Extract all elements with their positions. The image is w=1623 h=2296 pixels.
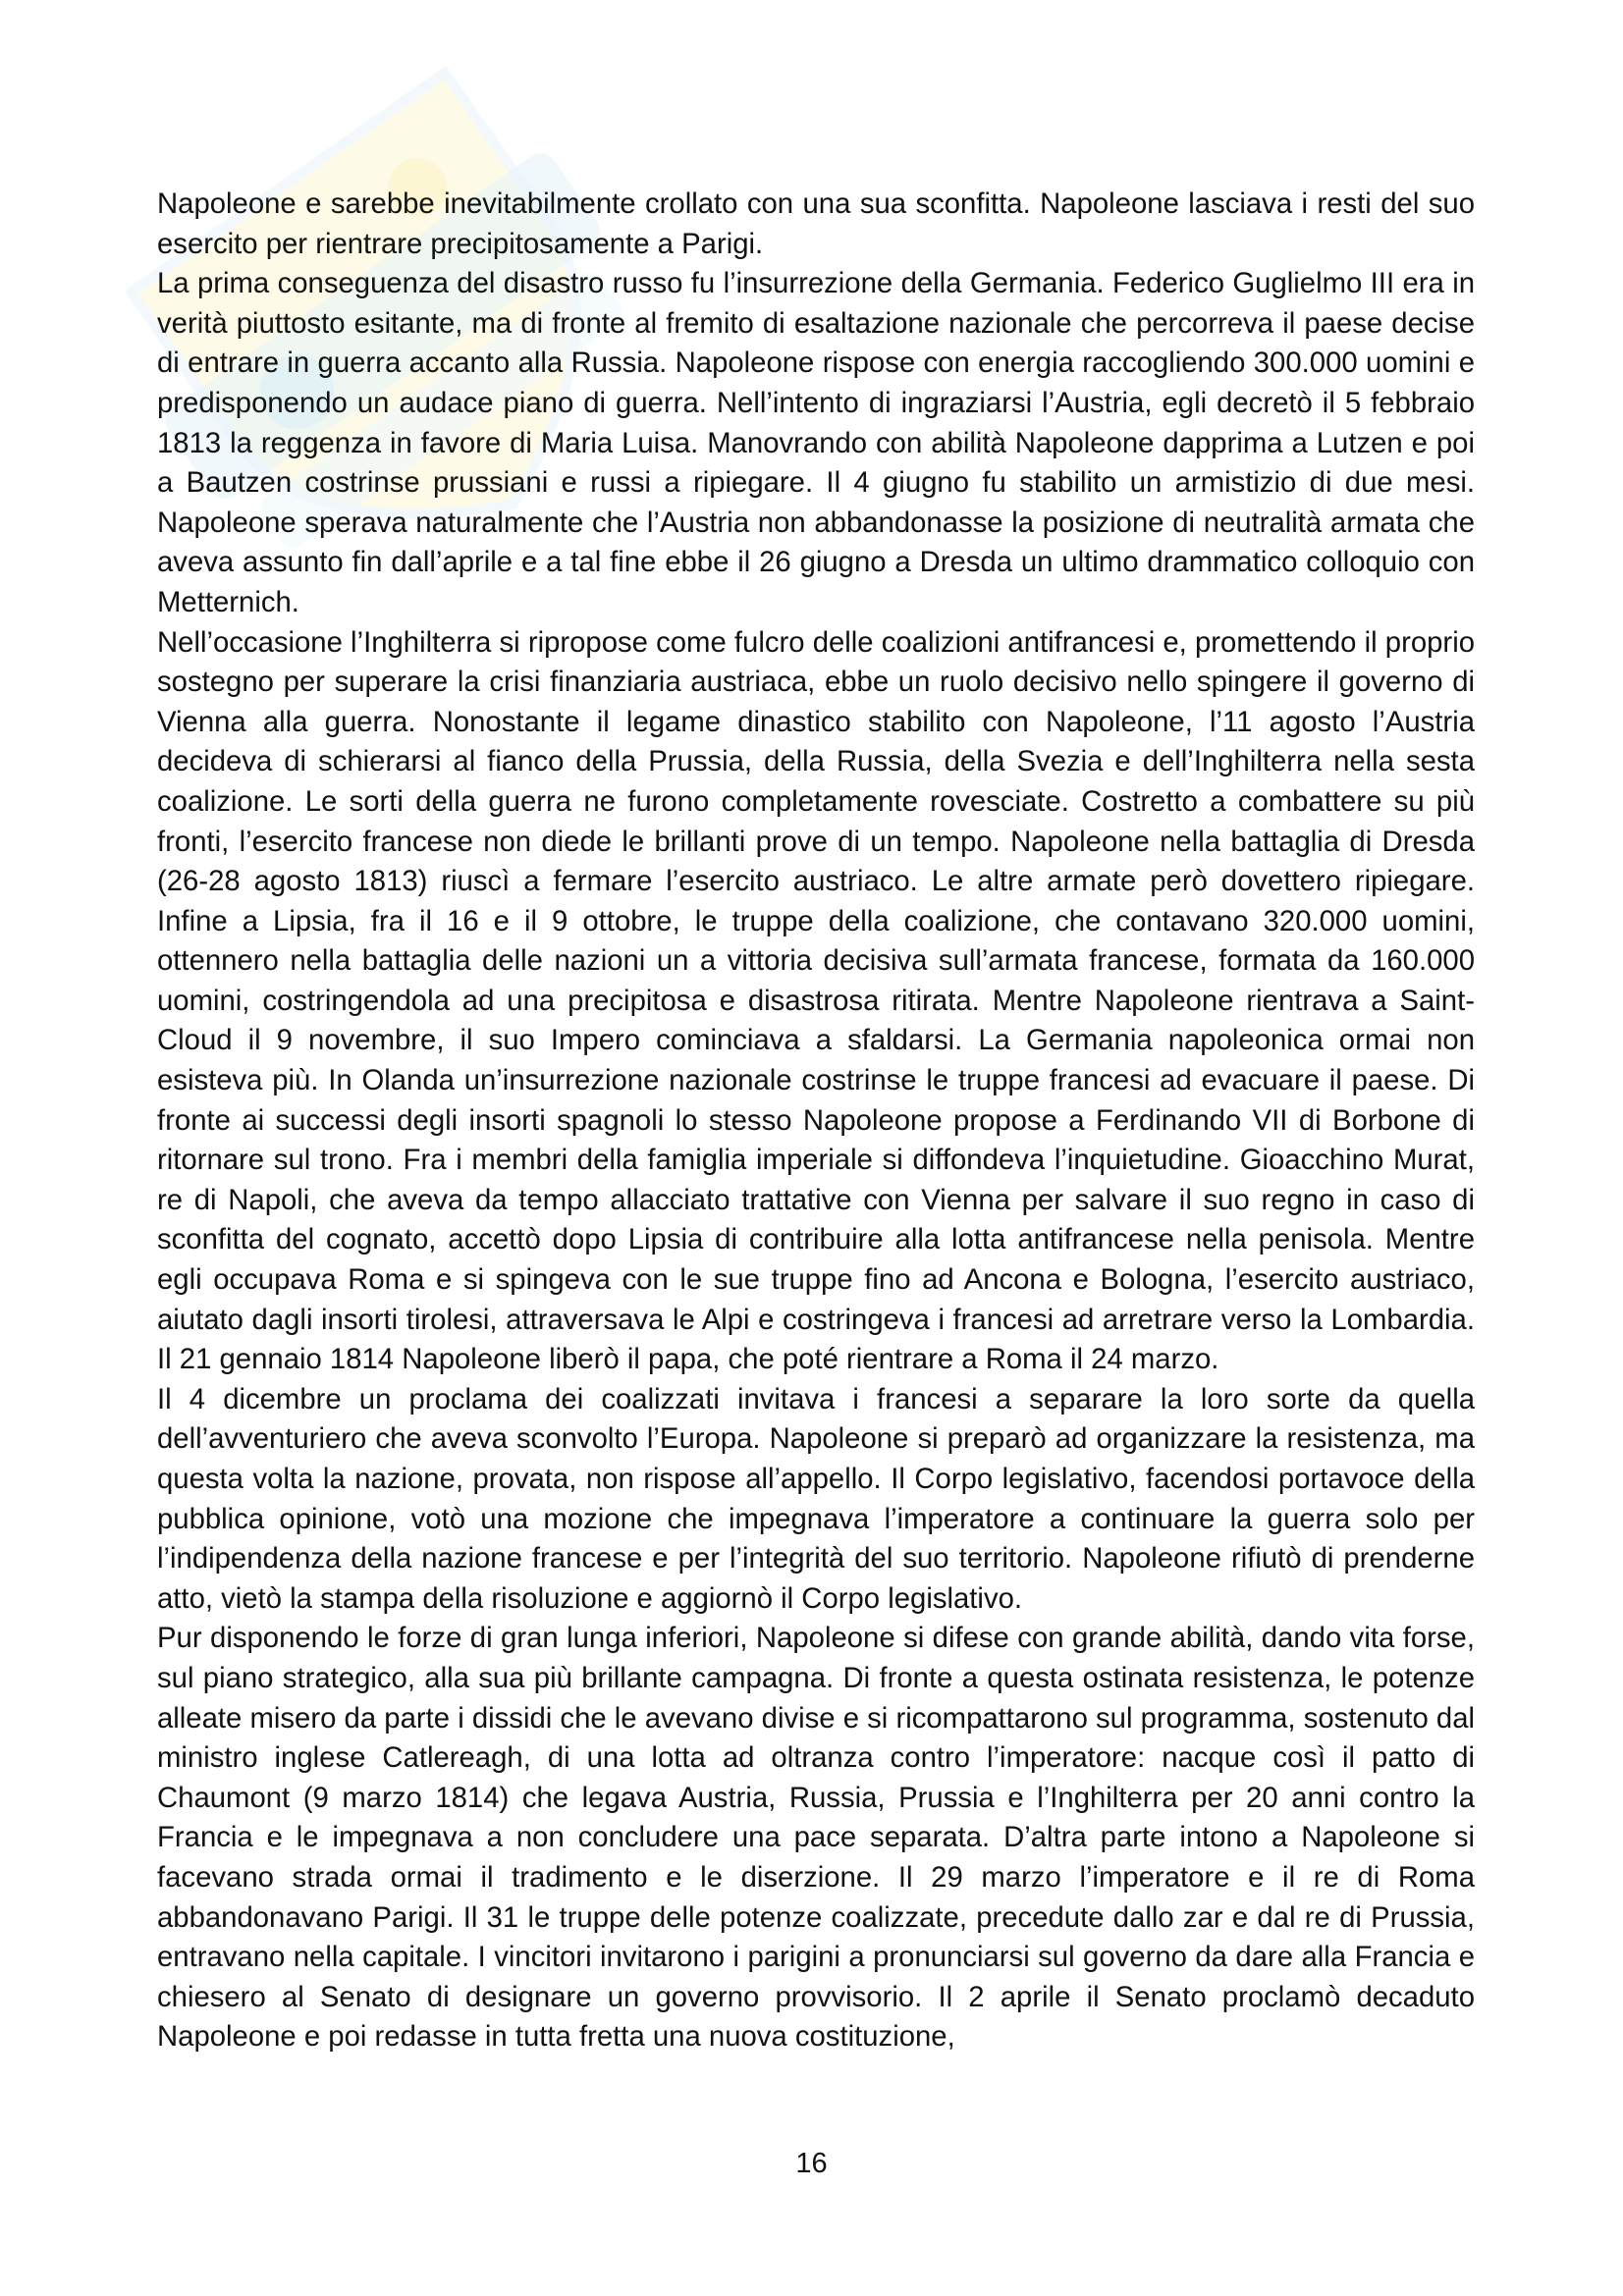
page-number: 16 bbox=[795, 2148, 828, 2179]
paragraph-2: La prima conseguenza del disastro russo fu l’insurrezione della Germania. Federico Guglielmo III era in verità piuttosto esitante, ma di fronte al fremito di esaltazione nazionale che percorreva il paese decise di entrare in guerra accanto alla Russia. Napoleone rispose con energia raccogliendo 300.000 uomini e predisponendo un audace piano di guerra. Nell’intento di ingraziarsi l’Austria, egli decretò il 5 febbraio 1813 la reggenza in favore di Maria Luisa. Manovrando con abilità Napoleone dapprima a Lutzen e poi a Bautzen costrinse prussiani e russi a ripiegare. Il 4 giugno fu stabilito un armistizio di due mesi. Napoleone sperava naturalmente che l’Austria non abbandonasse la posizione di neutralità armata che aveva assunto fin dall’aprile e a tal fine ebbe il 26 giugno a Dresda un ultimo drammatico colloquio con Metternich. bbox=[157, 267, 1475, 618]
paragraph-4: Il 4 dicembre un proclama dei coalizzati invitava i francesi a separare la loro sorte da quella dell’avventuriero che aveva sconvolto l’Europa. Napoleone si preparò ad organizzare la resistenza, ma questa volta la nazione, provata, non rispose all’appello. Il Corpo legislativo, facendosi portavoce della pubblica opinione, votò una mozione che impegnava l’imperatore a continuare la guerra solo per l’indipendenza della nazione francese e per l’integrità del suo territorio. Napoleone rifiutò di prenderne atto, vietò la stampa della risoluzione e aggiornò il Corpo legislativo. bbox=[157, 1382, 1475, 1615]
paragraph-1: Napoleone e sarebbe inevitabilmente crollato con una sua sconfitta. Napoleone lasciava i resti del suo esercito per rientrare precipitosamente a Parigi. bbox=[157, 187, 1475, 260]
paragraph-5: Pur disponendo le forze di gran lunga inferiori, Napoleone si difese con grande abilità, dando vita forse, sul piano strategico, alla sua più brillante campagna. Di fronte a questa ostinata resistenza, le potenze alleate misero da parte i dissidi che le avevano divise e si ricompattarono sul programma, sostenuto dal ministro inglese Catlereagh, di una lotta ad oltranza contro l’imperatore: nacque così il patto di Chaumont (9 marzo 1814) che legava Austria, Russia, Prussia e l’Inghilterra per 20 anni contro la Francia e le impegnava a non concludere una pace separata. D’altra parte intono a Napoleone si facevano strada ormai il tradimento e le diserzione. Il 29 marzo l’imperatore e il re di Roma abbandonavano Parigi. Il 31 le truppe delle potenze coalizzate, precedute dallo zar e dal re di Prussia, entravano nella capitale. I vincitori invitarono i parigini a pronunciarsi sul governo da dare alla Francia e chiesero al Senato di designare un governo provvisorio. Il 2 aprile il Senato proclamò decaduto Napoleone e poi redasse in tutta fretta una nuova costituzione, bbox=[157, 1622, 1475, 2054]
body-text bbox=[157, 185, 1475, 2057]
paragraph-3: Nell’occasione l’Inghilterra si ripropose come fulcro delle coalizioni antifrancesi e, promettendo il proprio sostegno per superare la crisi finanziaria austriaca, ebbe un ruolo decisivo nello spingere il governo di Vienna alla guerra. Nonostante il legame dinastico stabilito con Napoleone, l’11 agosto l’Austria decideva di schierarsi al fianco della Prussia, della Russia, della Svezia e dell’Inghilterra nella sesta coalizione. Le sorti della guerra ne furono completamente rovesciate. Costretto a combattere su più fronti, l’esercito francese non diede le brillanti prove di un tempo. Napoleone nella battaglia di Dresda (26-28 agosto 1813) riuscì a fermare l’esercito austriaco. Le altre armate però dovettero ripiegare. Infine a Lipsia, fra il 16 e il 9 ottobre, le truppe della coalizione, che contavano 320.000 uomini, ottennero nella battaglia delle nazioni un a vittoria decisiva sull’armata francese, formata da 160.000 uomini, costringendola ad una precipitosa e disastrosa ritirata. Mentre Napoleone rientrava a Saint-Cloud il 9 novembre, il suo Impero cominciava a sfaldarsi. La Germania napoleonica ormai non esisteva più. In Olanda un’insurrezione nazionale costrinse le truppe francesi ad evacuare il paese. Di fronte ai successi degli insorti spagnoli lo stesso Napoleone propose a Ferdinando VII di Borbone di ritornare sul trono. Fra i membri della famiglia imperiale si diffondeva l’inquietudine. Gioacchino Murat, re di Napoli, che aveva da tempo allacciato trattative con Vienna per salvare il suo regno in caso di sconfitta del cognato, accettò dopo Lipsia di contribuire alla lotta antifrancese nella penisola. Mentre egli occupava Roma e si spingeva con le sue truppe fino ad Ancona e Bologna, l’esercito austriaco, aiutato dagli insorti tirolesi, attraversava le Alpi e costringeva i francesi ad arretrare verso la Lombardia. Il 21 gennaio 1814 Napoleone liberò il papa, che poté rientrare a Roma il 24 marzo. bbox=[157, 625, 1475, 1376]
